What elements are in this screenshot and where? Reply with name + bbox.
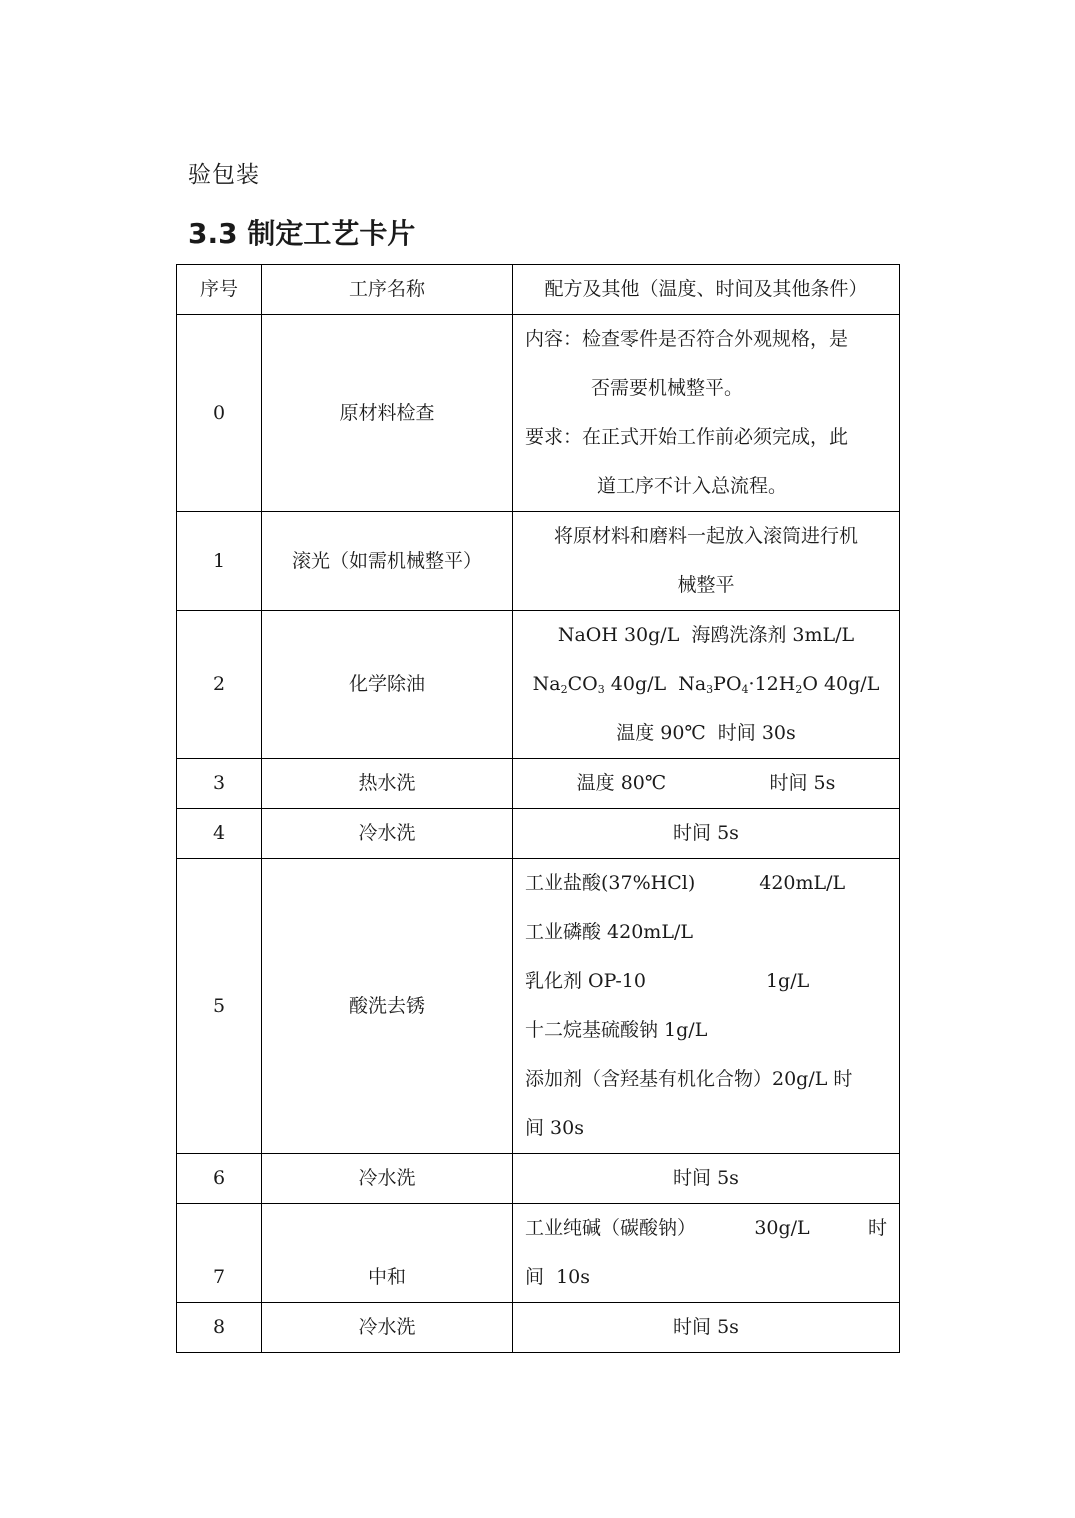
header-no: 序号 xyxy=(177,265,262,315)
formula-line: 间 30s xyxy=(525,1117,584,1139)
formula-text: 工业纯碱（碳酸钠） xyxy=(525,1217,697,1239)
row-formula xyxy=(513,1204,900,1303)
header-formula: 配方及其他（温度、时间及其他条件） xyxy=(513,265,900,315)
formula-line: 间 10s xyxy=(525,1266,591,1288)
table-row xyxy=(177,809,900,859)
formula-line: 将原材料和磨料一起放入滚筒进行机 xyxy=(553,525,858,547)
table-row xyxy=(177,859,900,1154)
formula-line: 工业磷酸 420mL/L xyxy=(525,921,693,943)
section-title: 3.3 制定工艺卡片 xyxy=(188,217,416,250)
row-process-name: 酸洗去锈 xyxy=(262,859,513,1154)
formula-line xyxy=(525,957,887,1006)
table-header-row xyxy=(177,265,900,315)
table-row xyxy=(177,512,900,611)
row-formula xyxy=(513,611,900,759)
row-formula xyxy=(513,859,900,1154)
formula-line: 要求：在正式开始工作前必须完成，此 xyxy=(525,426,849,448)
formula-line: 温度 90℃ 时间 30s xyxy=(616,722,796,744)
row-process-name: 化学除油 xyxy=(262,611,513,759)
formula-line: 十二烷基硫酸钠 1g/L xyxy=(525,1019,708,1041)
row-process-name: 原材料检查 xyxy=(262,315,513,512)
row-no: 7 xyxy=(177,1204,262,1303)
formula-text: 工业盐酸(37%HCl) xyxy=(525,872,696,894)
header-process-name: 工序名称 xyxy=(262,265,513,315)
row-process-name: 滚光（如需机械整平） xyxy=(262,512,513,611)
row-formula: 时间 5s xyxy=(513,809,900,859)
formula-line: 否需要机械整平。 xyxy=(591,377,744,399)
row-no: 0 xyxy=(177,315,262,512)
row-process-name: 中和 xyxy=(262,1204,513,1303)
formula-line-chemicals: $Na_2CO_3$ 40g/L $Na_3PO_4\cdot 12H_2O$ 40g/L xyxy=(532,673,880,696)
row-process-name: 热水洗 xyxy=(262,759,513,809)
row-no: 1 xyxy=(177,512,262,611)
formula-temp: 温度 80℃ xyxy=(576,772,667,794)
row-formula xyxy=(513,512,900,611)
formula-text: 乳化剂 OP-10 xyxy=(525,970,646,992)
formula-line xyxy=(525,859,887,908)
row-no: 8 xyxy=(177,1303,262,1353)
row-no: 4 xyxy=(177,809,262,859)
row-process-name: 冷水洗 xyxy=(262,1154,513,1204)
process-card-table xyxy=(176,264,900,1353)
row-formula: 时间 5s xyxy=(513,1154,900,1204)
formula-line: 械整平 xyxy=(677,574,735,596)
row-formula: 时间 5s xyxy=(513,1303,900,1353)
formula-value: 420mL/L xyxy=(759,872,846,894)
row-no: 6 xyxy=(177,1154,262,1204)
row-no: 2 xyxy=(177,611,262,759)
row-formula xyxy=(513,315,900,512)
formula-value: 30g/L xyxy=(754,1217,810,1239)
row-no: 5 xyxy=(177,859,262,1154)
formula-text: 时 xyxy=(867,1217,887,1239)
row-formula xyxy=(513,759,900,809)
row-no: 3 xyxy=(177,759,262,809)
table-row xyxy=(177,1303,900,1353)
formula-time: 时间 5s xyxy=(769,772,836,794)
table-row xyxy=(177,759,900,809)
formula-line: NaOH 30g/L 海鸥洗涤剂 3mL/L xyxy=(557,624,855,646)
table-row xyxy=(177,1154,900,1204)
row-process-name: 冷水洗 xyxy=(262,809,513,859)
formula-line xyxy=(525,1204,887,1253)
row-process-name: 冷水洗 xyxy=(262,1303,513,1353)
lead-text: 验包装 xyxy=(188,162,260,188)
formula-line: 添加剂（含羟基有机化合物）20g/L 时 xyxy=(525,1068,853,1090)
table-row xyxy=(177,315,900,512)
table-row xyxy=(177,1204,900,1303)
table-row xyxy=(177,611,900,759)
formula-line: 内容：检查零件是否符合外观规格，是 xyxy=(525,328,849,350)
formula-value: 1g/L xyxy=(765,970,810,992)
formula-line: 道工序不计入总流程。 xyxy=(597,475,788,497)
